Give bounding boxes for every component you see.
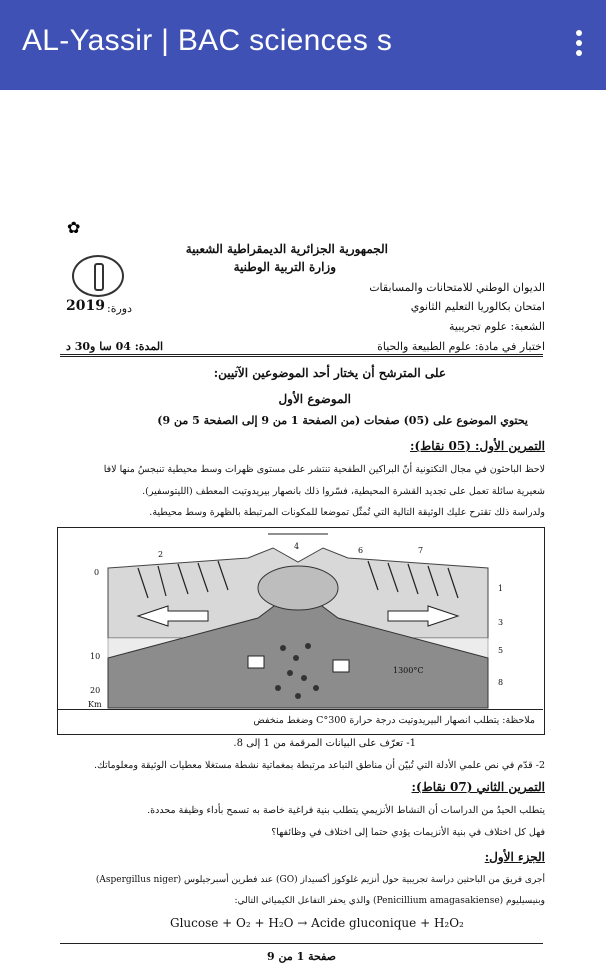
emblem-flower-icon: ✿	[67, 218, 81, 237]
label-1: 1	[498, 584, 504, 593]
question-2: 2- قدّم في نص علمي الأدلة التي تُبيّن أن مناطق التباعد مرتبطة بمغماتية نشطة مستغلا معطيات الوثيقة ومعلوماتك.	[93, 760, 545, 771]
depth-unit: Km	[88, 700, 102, 709]
label-4: 4	[294, 542, 300, 551]
label-6: 6	[358, 546, 364, 555]
header-divider	[60, 354, 543, 355]
page-footer: صفحة 1 من 9	[267, 950, 336, 963]
label-5: 5	[498, 646, 504, 655]
pages-info: يحتوي الموضوع على (05) صفحات (من الصفحة 1 من 9 إلى الصفحة 5 من 9)	[157, 414, 528, 427]
question-1: 1- تعرّف على البيانات المرقمة من 1 إلى 8.	[233, 738, 416, 749]
exercise2-paragraph-2: فهل كل اختلاف في بنية الأنزيمات يؤدي حتما إلى اختلاف في وظائفها؟	[271, 827, 545, 838]
part1-paragraph-2: وبنيسيليوم (Penicillium amagasakiense) والذي يحفز التفاعل الكيميائي التالي:	[234, 896, 545, 906]
exam-document-page[interactable]	[0, 90, 606, 963]
ridge-diagram	[58, 528, 544, 734]
label-8: 8	[498, 678, 504, 687]
label-7: 7	[418, 546, 424, 555]
app-title: AL-Yassir | BAC sciences s	[22, 24, 393, 57]
box-label-a	[248, 656, 264, 668]
depth-0: 0	[94, 568, 100, 577]
exam-header: امتحان بكالوريا التعليم الثانوي	[410, 300, 545, 313]
header-divider-double	[60, 356, 543, 357]
exercise1-paragraph-2: شعيرية سائلة تعمل على تجديد القشرة المحيطية، فسّروا ذلك بانصهار بيريدوتيت المعطف (الليتوسفير).	[142, 486, 545, 497]
session-label: دورة:	[107, 302, 132, 315]
exercise1-title: التمرين الأول: (05 نقاط):	[410, 439, 545, 453]
exercise2-title: التمرين الثاني (07 نقاط):	[411, 780, 545, 794]
exercise1-paragraph-3: ولدراسة ذلك تقترح عليك الوثيقة التالية التي تُمثّل تموضعا للمكونات المرتبطة بالظهرة وسط محيطية.	[149, 507, 545, 518]
part1-paragraph-1: أجرى فريق من الباحثين دراسة تجريبية حول أنزيم غلوكوز أكسيداز (GO) عند فطرين أسبرجيلوس (Aspergillus niger)	[95, 875, 545, 885]
figure-note: ملاحظة: يتطلب انصهار البيريدوتيت درجة حرارة 300°C وضغط منخفض	[253, 715, 535, 726]
depth-10: 10	[90, 652, 101, 661]
part1-title: الجزء الأول:	[484, 850, 545, 864]
isotherm-label: 1300°C	[393, 666, 424, 675]
more-vert-icon[interactable]	[572, 30, 586, 60]
ministry-header: وزارة التربية الوطنية	[233, 260, 336, 274]
choose-topic-instruction: على المترشح أن يختار أحد الموضوعين الآتيين:	[213, 366, 446, 380]
exercise2-paragraph-1: يتطلب الحيدُ من الدراسات أن النشاط الأنزيمي يتطلب بنية فراغية خاصة به تسمح بأداء وظيفة محددة.	[147, 805, 545, 816]
box-label-b	[333, 660, 349, 672]
ministry-logo-icon	[72, 255, 124, 297]
branch-label: الشعبة: علوم تجريبية	[449, 320, 545, 333]
app-bar	[0, 0, 606, 90]
magma-chamber	[258, 566, 338, 610]
depth-20: 20	[90, 686, 101, 695]
ridge-figure	[57, 527, 545, 735]
subject-label: اختبار في مادة: علوم الطبيعة والحياة	[377, 340, 545, 353]
footer-divider	[60, 943, 543, 944]
chemical-equation: Glucose + O₂ + H₂O → Acide gluconique + H₂O₂	[170, 916, 464, 930]
session-year: 2019	[66, 298, 105, 314]
label-3: 3	[498, 618, 504, 627]
republic-header: الجمهورية الجزائرية الديمقراطية الشعبية	[185, 242, 388, 256]
office-header: الديوان الوطني للامتحانات والمسابقات	[369, 281, 545, 294]
label-2: 2	[158, 550, 164, 559]
figure-note-box	[57, 709, 543, 734]
topic-one-title: الموضوع الأول	[278, 392, 351, 406]
exercise1-paragraph-1: لاحظ الباحثون في مجال التكتونية أنّ البراكين الطفحية تنتشر على مستوى ظهرات وسط محيطية تنبجسُ منها لافا	[103, 464, 545, 475]
duration-label: المدة: 04 سا و30 د	[66, 340, 164, 353]
